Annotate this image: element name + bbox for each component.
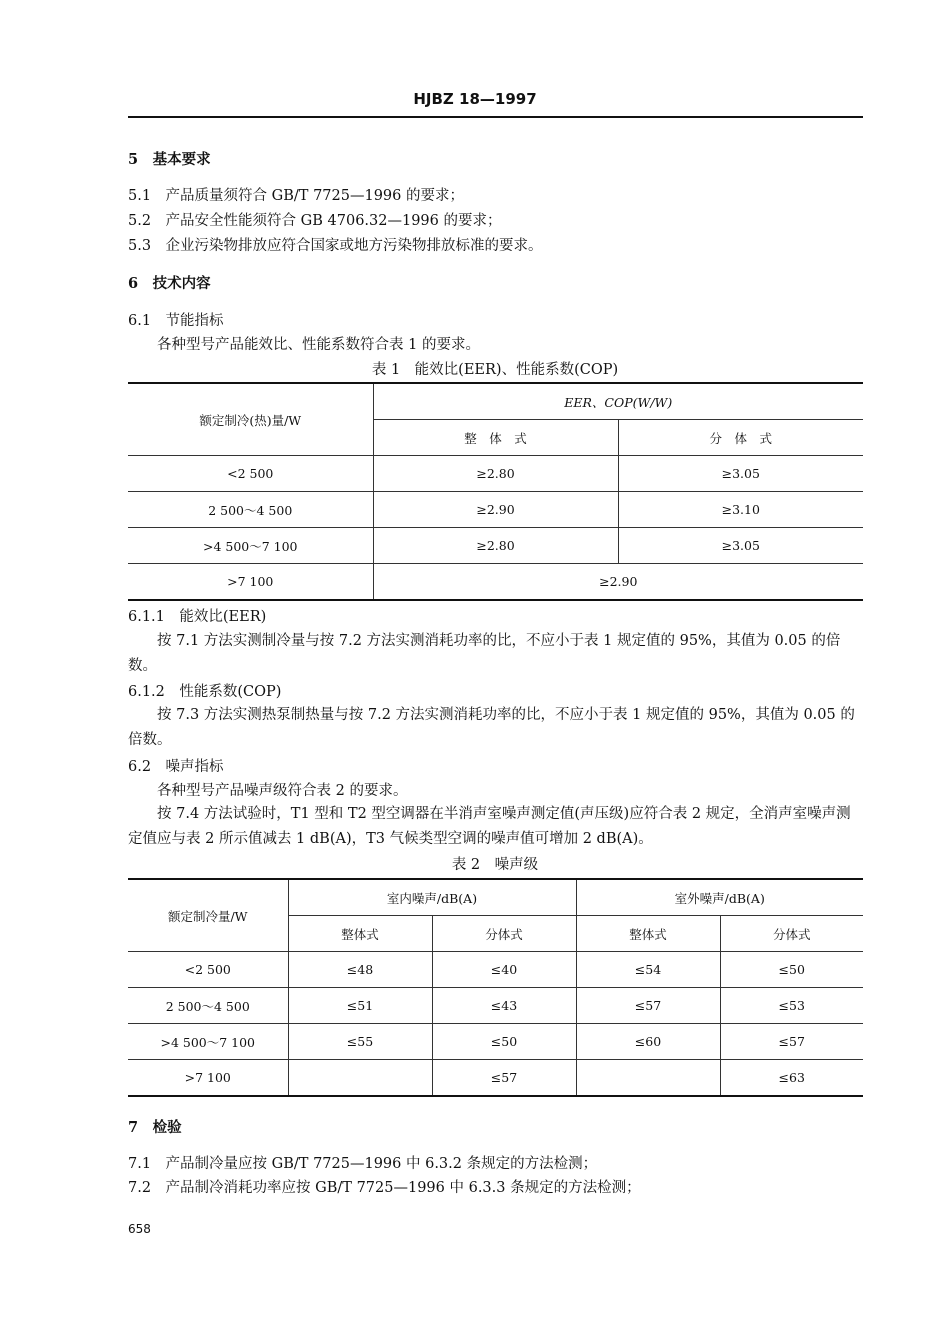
t1-value: ≥2.80 — [373, 456, 618, 492]
t1-value: ≥2.90 — [373, 492, 618, 528]
t2-sub-whole: 整体式 — [576, 916, 720, 952]
t2-value: ≤40 — [432, 952, 576, 988]
t1-value: ≥3.05 — [618, 456, 863, 492]
table-row — [128, 1024, 863, 1060]
t2-value: ≤54 — [576, 952, 720, 988]
t2-value — [288, 1060, 432, 1097]
clause-6-1-2-text: 按 7.3 方法实测热泵制热量与按 7.2 方法实测消耗功率的比，不应小于表 1 规定值的 95%，其值为 0.05 的倍数。 — [128, 707, 855, 748]
t1-range: <2 500 — [128, 456, 373, 492]
clause-5-2: 5.2 产品安全性能须符合 GB 4706.32—1996 的要求； — [128, 213, 502, 229]
t2-value: ≤60 — [576, 1024, 720, 1060]
t2-sub-whole: 整体式 — [288, 916, 432, 952]
clause-5-3: 5.3 企业污染物排放应符合国家或地方污染物排放标准的要求。 — [128, 238, 543, 254]
t2-indoor-header: 室内噪声/dB(A) — [288, 879, 576, 916]
t1-range: >4 500～7 100 — [128, 528, 373, 564]
t2-value: ≤53 — [720, 988, 863, 1024]
t2-value: ≤55 — [288, 1024, 432, 1060]
t1-sub-whole: 整 体 式 — [373, 420, 618, 456]
section-5-title: 5 基本要求 — [128, 151, 211, 168]
t2-value: ≤57 — [720, 1024, 863, 1060]
t2-value: ≤50 — [720, 952, 863, 988]
table1 — [128, 382, 863, 601]
t1-value: ≥2.90 — [373, 564, 863, 601]
t1-value: ≥2.80 — [373, 528, 618, 564]
table2 — [128, 878, 863, 1097]
page-header: HJBZ 18—1997 — [413, 90, 537, 108]
table1-caption: 表 1 能效比(EER)、性能系数(COP) — [371, 362, 619, 378]
t2-sub-split: 分体式 — [720, 916, 863, 952]
t2-range: >4 500～7 100 — [128, 1024, 288, 1060]
table-row — [128, 492, 863, 528]
t2-range: <2 500 — [128, 952, 288, 988]
header-rule — [128, 116, 863, 118]
t2-value: ≤51 — [288, 988, 432, 1024]
table-row — [128, 456, 863, 492]
t2-value: ≤63 — [720, 1060, 863, 1097]
clause-6-1-1-text: 按 7.1 方法实测制冷量与按 7.2 方法实测消耗功率的比，不应小于表 1 规定值的 95%，其值为 0.05 的倍数。 — [128, 633, 841, 674]
section-7-title: 7 检验 — [128, 1119, 182, 1136]
t2-value: ≤57 — [576, 988, 720, 1024]
clause-6-2-title: 6.2 噪声指标 — [128, 759, 224, 775]
clause-6-2-text1: 各种型号产品噪声级符合表 2 的要求。 — [157, 783, 408, 799]
t2-value: ≤43 — [432, 988, 576, 1024]
t2-outdoor-header: 室外噪声/dB(A) — [576, 879, 863, 916]
clause-7-2: 7.2 产品制冷消耗功率应按 GB/T 7725—1996 中 6.3.3 条规定的方法检测； — [128, 1180, 641, 1196]
table-row — [128, 988, 863, 1024]
t1-range: >7 100 — [128, 564, 373, 601]
t2-value: ≤50 — [432, 1024, 576, 1060]
table-row — [128, 952, 863, 988]
table2-caption: 表 2 噪声级 — [451, 857, 539, 873]
t2-range: 2 500～4 500 — [128, 988, 288, 1024]
t2-value: ≤57 — [432, 1060, 576, 1097]
table-row — [128, 1060, 863, 1097]
clause-6-1-title: 6.1 节能指标 — [128, 313, 224, 329]
t1-range: 2 500～4 500 — [128, 492, 373, 528]
page-number: 658 — [128, 1222, 151, 1236]
clause-6-1-text: 各种型号产品能效比、性能系数符合表 1 的要求。 — [157, 337, 480, 353]
clause-6-1-2-title: 6.1.2 性能系数(COP) — [128, 684, 282, 700]
t2-col-header: 额定制冷量/W — [128, 879, 288, 952]
t1-value: ≥3.05 — [618, 528, 863, 564]
t1-group-header: EER、COP(W/W) — [373, 383, 863, 420]
t2-value — [576, 1060, 720, 1097]
t1-col-header: 额定制冷(热)量/W — [128, 383, 373, 456]
section-6-title: 6 技术内容 — [128, 275, 211, 292]
t1-sub-split: 分 体 式 — [618, 420, 863, 456]
t1-value: ≥3.10 — [618, 492, 863, 528]
t2-sub-split: 分体式 — [432, 916, 576, 952]
clause-6-1-1-title: 6.1.1 能效比(EER) — [128, 609, 267, 625]
table-row — [128, 528, 863, 564]
t2-value: ≤48 — [288, 952, 432, 988]
clause-5-1: 5.1 产品质量须符合 GB/T 7725—1996 的要求； — [128, 188, 464, 204]
clause-6-2-text2: 按 7.4 方法试验时，T1 型和 T2 型空调器在半消声室噪声测定值(声压级)应符合表 2 规定，全消声室噪声测定值应与表 2 所示值减去 1 dB(A)，T3 气候类型空调的噪声值可增加 2 dB(A)。 — [128, 806, 851, 847]
t2-range: >7 100 — [128, 1060, 288, 1097]
clause-7-1: 7.1 产品制冷量应按 GB/T 7725—1996 中 6.3.2 条规定的方法检测； — [128, 1156, 598, 1172]
table-row — [128, 564, 863, 601]
